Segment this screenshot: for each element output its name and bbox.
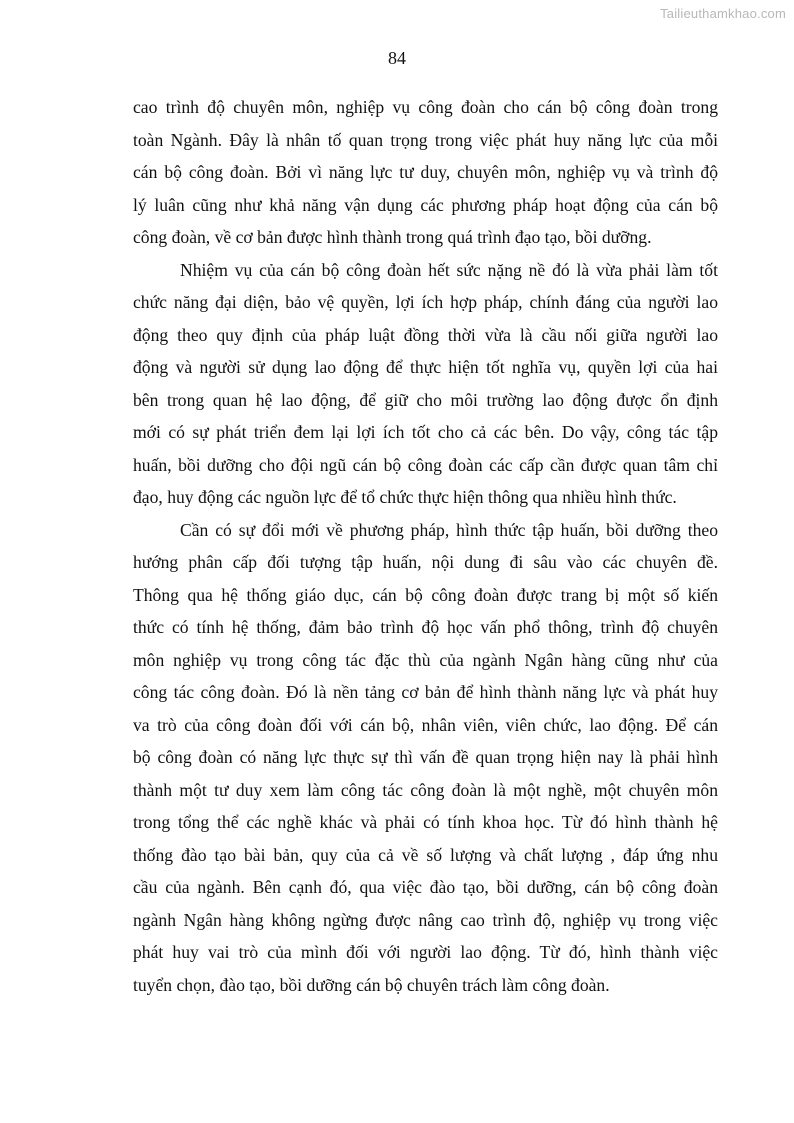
text-line: bên trong quan hệ lao động, để giữ cho môi trường lao động được ổn định [133, 389, 718, 410]
text-line: cao trình độ chuyên môn, nghiệp vụ công đoàn cho cán bộ công đoàn trong [133, 97, 718, 117]
text-line: va trò của công đoàn đối với cán bộ, nhân viên, viên chức, lao động. Để cán [133, 714, 718, 735]
text-line: động theo quy định của pháp luật đồng thời vừa là cầu nối giữa người lao [133, 324, 718, 345]
text-line: thành một tư duy xem làm công tác công đoàn là một nghề, một chuyên môn [133, 779, 718, 800]
text-line: toàn Ngành. Đây là nhân tố quan trọng trong việc phát huy năng lực của mỗi [133, 129, 718, 150]
text-line: trong tổng thể các nghề khác và phải có tính khoa học. Từ đó hình thành hệ [133, 812, 718, 832]
text-line: Cần có sự đổi mới về phương pháp, hình thức tập huấn, bồi dưỡng theo [180, 519, 718, 540]
text-line: thức có tính hệ thống, đảm bảo trình độ học vấn phổ thông, trình độ chuyên [133, 617, 718, 637]
text-line: Thông qua hệ thống giáo dục, cán bộ công đoàn được trang bị một số kiến [133, 584, 718, 605]
watermark-text: Tailieuthamkhao.com [660, 6, 786, 21]
text-line: môn nghiệp vụ trong công tác đặc thù của ngành Ngân hàng cũng như của [133, 649, 718, 670]
paragraph [133, 254, 718, 514]
text-line: động và người sử dụng lao động để thực hiện tốt nghĩa vụ, quyền lợi của hai [133, 357, 718, 377]
text-line: hướng phân cấp đối tượng tập huấn, nội dung đi sâu vào các chuyên đề. [133, 552, 718, 572]
text-line: đạo, huy động các nguồn lực để tổ chức thực hiện thông qua nhiều hình thức. [133, 487, 677, 507]
text-line: công đoàn, về cơ bản được hình thành trong quá trình đạo tạo, bồi dưỡng. [133, 227, 652, 247]
page-number: 84 [388, 48, 406, 68]
text-line: phát huy vai trò của mình đối với người lao động. Từ đó, hình thành việc [133, 942, 718, 962]
document-body [133, 91, 718, 1001]
text-line: công tác công đoàn. Đó là nền tảng cơ bản để hình thành năng lực và phát huy [133, 682, 718, 702]
text-line: mới có sự phát triển đem lại lợi ích tốt cho cả các bên. Do vậy, công tác tập [133, 422, 718, 442]
text-line: bộ công đoàn có năng lực thực sự thì vấn đề quan trọng hiện nay là phải hình [133, 747, 718, 767]
text-line: ngành Ngân hàng không ngừng được nâng cao trình độ, nghiệp vụ trong việc [133, 909, 718, 930]
paragraph [133, 91, 718, 254]
text-line: cầu của ngành. Bên cạnh đó, qua việc đào tạo, bồi dưỡng, cán bộ công đoàn [133, 877, 718, 897]
text-line: chức năng đại diện, bảo vệ quyền, lợi ích hợp pháp, chính đáng của người lao [133, 292, 718, 312]
text-line: huấn, bồi dưỡng cho đội ngũ cán bộ công đoàn các cấp cần được quan tâm chỉ [133, 454, 718, 475]
text-line: lý luân cũng như khả năng vận dụng các phương pháp hoạt động của cán bộ [133, 194, 718, 215]
text-line: cán bộ công đoàn. Bởi vì năng lực tư duy, chuyên môn, nghiệp vụ và trình độ [133, 162, 718, 182]
text-line: Nhiệm vụ của cán bộ công đoàn hết sức nặng nề đó là vừa phải làm tốt [180, 259, 718, 280]
text-line: tuyển chọn, đào tạo, bồi dưỡng cán bộ chuyên trách làm công đoàn. [133, 974, 610, 995]
text-line: thống đào tạo bài bản, quy của cả về số lượng và chất lượng , đáp ứng nhu [133, 844, 718, 865]
paragraph [133, 514, 718, 1002]
